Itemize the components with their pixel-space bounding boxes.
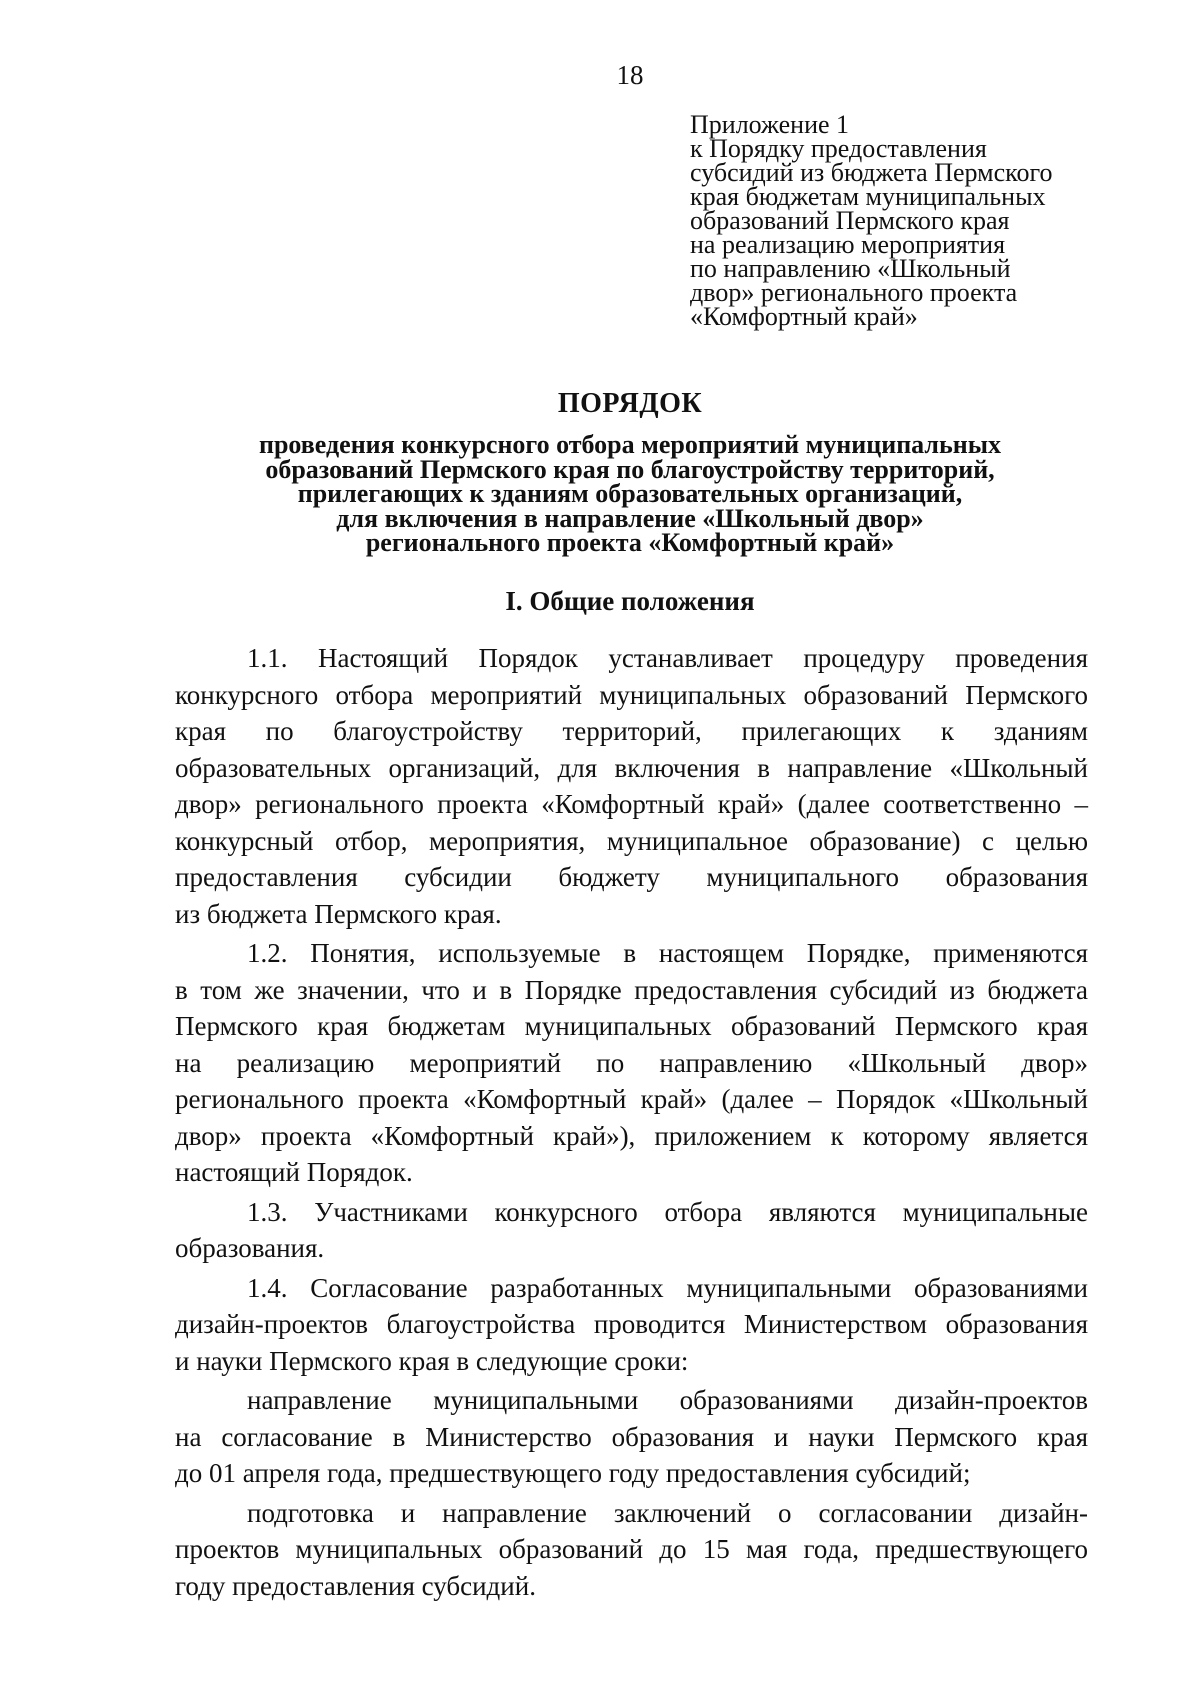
text-line: проектов муниципальных образований до 15 мая года, предшествующего (175, 1534, 1088, 1564)
text-line: края по благоустройству территорий, прилегающих к зданиям (175, 716, 1088, 746)
document-title: ПОРЯДОК (557, 388, 703, 419)
text-line: году предоставления субсидий. (175, 1570, 536, 1601)
paragraph-1-4 (175, 1270, 1088, 1380)
text-line: подготовка и направление заключений о согласовании дизайн- (247, 1497, 1088, 1528)
annex-line: субсидий из бюджета Пермского (690, 158, 1053, 187)
annex-line: к Порядку предоставления (690, 134, 987, 163)
text-line: до 01 апреля года, предшествующего году предоставления субсидий; (175, 1458, 971, 1488)
section-heading: I. Общие положения (505, 586, 755, 616)
subtitle-line: проведения конкурсного отбора мероприятий муниципальных (258, 430, 1002, 459)
subtitle-line: для включения в направление «Школьный двор» (336, 503, 924, 533)
text-line: регионального проекта «Комфортный край» (далее – Порядок «Школьный (175, 1084, 1088, 1114)
subtitle-line: регионального проекта «Комфортный край» (365, 528, 895, 557)
text-line: двор» проекта «Комфортный край»), приложением к которому является (175, 1120, 1088, 1151)
annex-line: образований Пермского края (690, 206, 1010, 235)
text-line: на реализацию мероприятий по направлению «Школьный двор» (175, 1047, 1088, 1078)
annex-line: края бюджетам муниципальных (690, 182, 1046, 211)
text-line: в том же значении, что и в Порядке предоставления субсидий из бюджета (175, 974, 1088, 1005)
text-line: 1.3. Участниками конкурсного отбора являются муниципальные (247, 1196, 1088, 1227)
text-line: из бюджета Пермского края. (175, 898, 502, 929)
text-line: 1.4. Согласование разработанных муниципальными образованиями (247, 1272, 1088, 1303)
paragraph-1-3 (175, 1194, 1088, 1267)
text-line: направление муниципальными образованиями дизайн-проектов (247, 1385, 1088, 1415)
text-line: настоящий Порядок. (175, 1157, 413, 1187)
text-line: Пермского края бюджетам муниципальных образований Пермского края (175, 1011, 1088, 1041)
text-line: образования. (175, 1233, 325, 1263)
body-text (175, 640, 1088, 1607)
text-line: 1.2. Понятия, используемые в настоящем Порядке, применяются (247, 938, 1088, 968)
text-line: на согласование в Министерство образования и науки Пермского края (175, 1421, 1088, 1452)
subtitle-line: образований Пермского края по благоустройству территорий, (265, 454, 995, 484)
annex-line: Приложение 1 (690, 110, 850, 139)
text-line: 1.1. Настоящий Порядок устанавливает процедуру проведения (247, 643, 1088, 673)
text-line: предоставления субсидии бюджету муниципального образования (175, 862, 1088, 892)
annex-line: по направлению «Школьный (690, 254, 1011, 283)
paragraph-submission-deadline (175, 1382, 1088, 1492)
text-line: образовательных организаций, для включения в направление «Школьный (175, 752, 1088, 783)
annex-header (690, 110, 1110, 331)
text-line: конкурсного отбора мероприятий муниципальных образований Пермского (175, 679, 1088, 710)
paragraph-conclusion-deadline (175, 1495, 1088, 1605)
annex-line: двор» регионального проекта (690, 278, 1018, 307)
paragraph-1-1 (175, 640, 1088, 932)
annex-line: на реализацию мероприятия (690, 230, 1006, 259)
subtitle-line: прилегающих к зданиям образовательных организаций, (297, 479, 963, 508)
paragraph-1-2 (175, 935, 1088, 1191)
page-number: 18 (616, 60, 644, 90)
document-subtitle (0, 430, 1200, 557)
text-line: дизайн-проектов благоустройства проводится Министерством образования (175, 1309, 1088, 1339)
text-line: и науки Пермского края в следующие сроки: (175, 1345, 689, 1376)
annex-line: «Комфортный край» (690, 302, 918, 331)
text-line: двор» регионального проекта «Комфортный край» (далее соответственно – (175, 789, 1088, 819)
text-line: конкурсный отбор, мероприятия, муниципальное образование) с целью (175, 825, 1088, 856)
